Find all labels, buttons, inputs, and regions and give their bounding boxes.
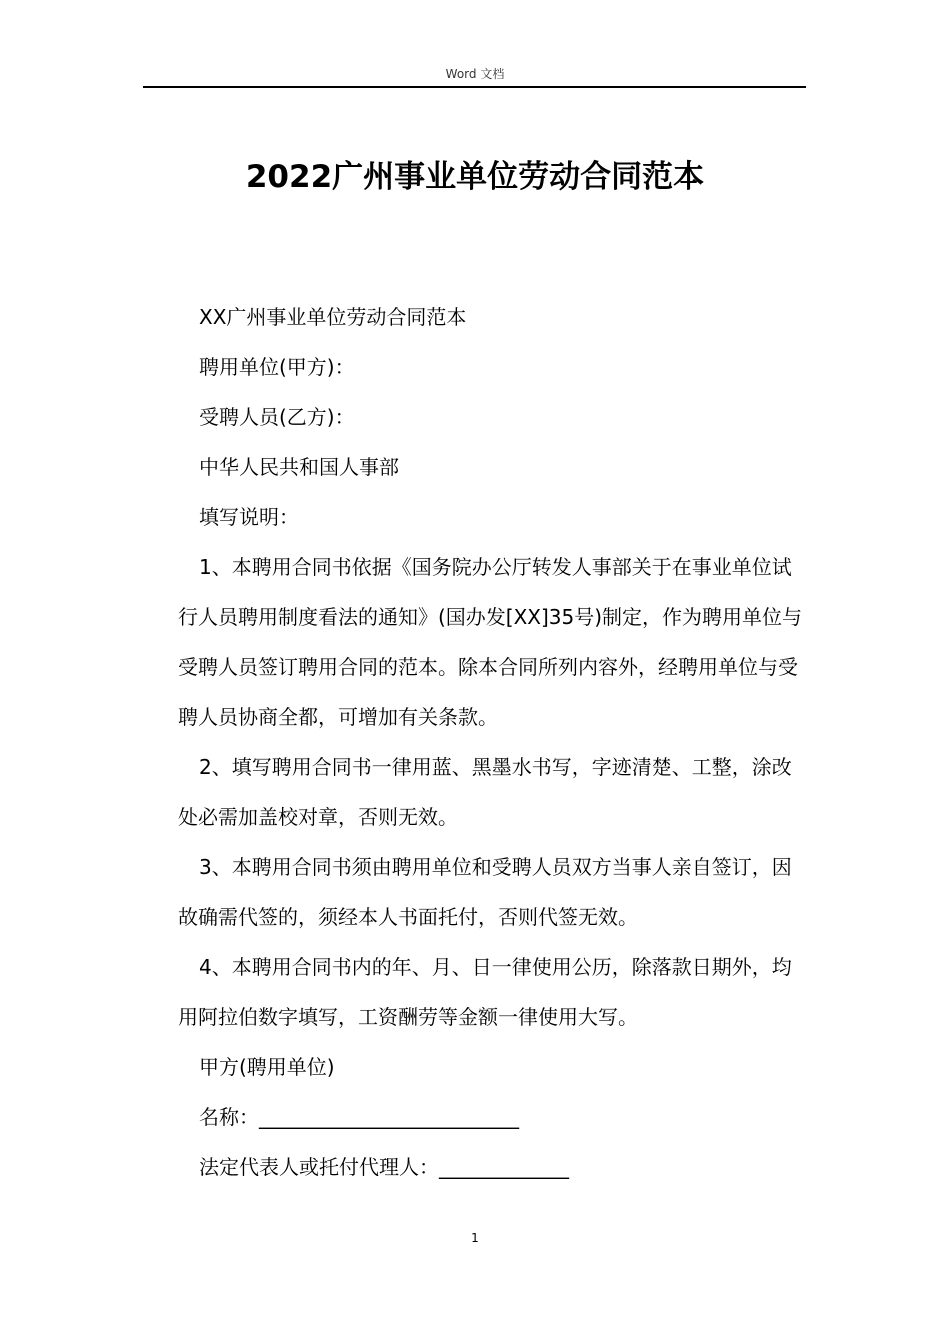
paragraph-instructions-heading: 填写说明： bbox=[199, 505, 299, 529]
paragraph-representative-field: 法定代表人或托付代理人：_____________ bbox=[199, 1155, 569, 1179]
paragraph-employee-party: 受聘人员(乙方)： bbox=[199, 405, 355, 429]
paragraph-instruction-2: 2、填写聘用合同书一律用蓝、黑墨水书写，字迹清楚、工整，涂改处必需加盖校对章，否则无效。 bbox=[178, 755, 792, 829]
paragraph-employer-party: 聘用单位(甲方)： bbox=[199, 355, 355, 379]
paragraph-instruction-1: 1、本聘用合同书依据《国务院办公厅转发人事部关于在事业单位试行人员聘用制度看法的通知》(国办发[XX]35号)制定，作为聘用单位与受聘人员签订聘用合同的范本。除本合同所列内容外，经聘用单位与受聘人员协商全都，可增加有关条款。 bbox=[178, 555, 803, 729]
paragraph-contract-name: XX广州事业单位劳动合同范本 bbox=[199, 305, 467, 329]
paragraph-party-a: 甲方(聘用单位) bbox=[199, 1055, 335, 1079]
page-header: Word 文档 bbox=[445, 67, 505, 81]
paragraph-instruction-3: 3、本聘用合同书须由聘用单位和受聘人员双方当事人亲自签订，因故确需代签的，须经本人书面托付，否则代签无效。 bbox=[178, 855, 792, 929]
paragraph-instruction-4: 4、本聘用合同书内的年、月、日一律使用公历，除落款日期外，均用阿拉伯数字填写，工资酬劳等金额一律使用大写。 bbox=[178, 955, 792, 1029]
document-title: 2022广州事业单位劳动合同范本 bbox=[245, 159, 705, 195]
page-number: 1 bbox=[471, 1231, 479, 1245]
paragraph-ministry: 中华人民共和国人事部 bbox=[199, 455, 399, 479]
document-body bbox=[178, 292, 806, 1192]
paragraph-name-field: 名称：__________________________ bbox=[199, 1105, 519, 1129]
header-divider bbox=[143, 86, 806, 88]
